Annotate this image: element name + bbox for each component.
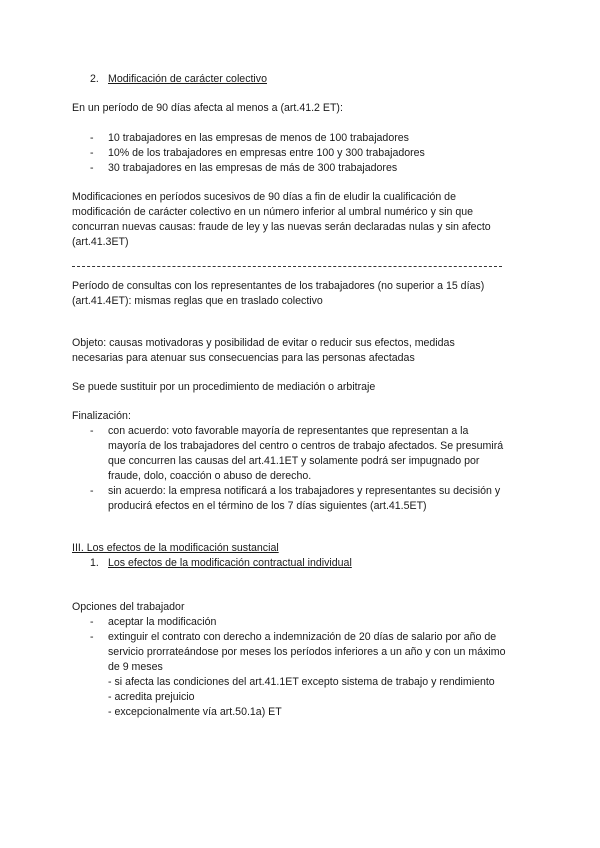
- paragraph-line: Período de consultas con los representantes de los trabajadores (no superior a 15 días): [72, 280, 485, 292]
- list-item-line: producirá efectos en el término de los 7 días siguientes (art.41.5ET): [108, 500, 427, 512]
- list-item: aceptar la modificación: [108, 616, 217, 628]
- subsection-heading: Los efectos de la modificación contractual individual: [108, 557, 352, 569]
- paragraph-line: concurran nuevas causas: fraude de ley y las nuevas serán declaradas nulas y sin afecto: [72, 221, 491, 233]
- section-number: 2.: [90, 73, 99, 85]
- opciones-label: Opciones del trabajador: [72, 601, 185, 613]
- list-item-line: servicio prorrateándose por meses los períodos inferiores a un año y con un máximo: [108, 646, 506, 658]
- list-dash: -: [90, 631, 94, 643]
- section-heading: III. Los efectos de la modificación sustancial: [72, 542, 279, 554]
- intro-text: En un período de 90 días afecta al menos a (art.41.2 ET):: [72, 102, 343, 114]
- separator-line: [72, 266, 502, 267]
- list-item: con acuerdo: voto favorable mayoría de representantes que representan a la: [108, 425, 469, 437]
- list-dash: -: [90, 425, 94, 437]
- list-dash: -: [90, 616, 94, 628]
- list-dash: -: [90, 132, 94, 144]
- list-item: sin acuerdo: la empresa notificará a los trabajadores y representantes su decisión y: [108, 485, 501, 497]
- paragraph-line: (art.41.4ET): mismas reglas que en traslado colectivo: [72, 295, 323, 307]
- list-item: 10% de los trabajadores en empresas entre 100 y 300 trabajadores: [108, 147, 425, 159]
- sub-option: - si afecta las condiciones del art.41.1ET excepto sistema de trabajo y rendimiento: [108, 676, 495, 688]
- subsection-number: 1.: [90, 557, 99, 569]
- paragraph-line: Modificaciones en períodos sucesivos de 90 días a fin de eludir la cualificación de: [72, 191, 456, 203]
- list-dash: -: [90, 485, 94, 497]
- finalizacion-label: Finalización:: [72, 410, 131, 422]
- list-item-line: de 9 meses: [108, 661, 163, 673]
- list-item-line: fraude, dolo, coacción o abuso de derecho.: [108, 470, 312, 482]
- section-heading: Modificación de carácter colectivo: [108, 73, 267, 85]
- paragraph-line: Se puede sustituir por un procedimiento de mediación o arbitraje: [72, 381, 376, 393]
- list-item-line: mayoría de los trabajadores del centro o centros de trabajo afectados. Se presumirá: [108, 440, 504, 452]
- sub-option: - excepcionalmente vía art.50.1a) ET: [108, 706, 282, 718]
- paragraph-line: necesarias para atenuar sus consecuencias para las personas afectadas: [72, 352, 415, 364]
- paragraph-line: Objeto: causas motivadoras y posibilidad de evitar o reducir sus efectos, medidas: [72, 337, 455, 349]
- list-item-line: que concurren las causas del art.41.1ET y solamente podrá ser impugnado por: [108, 455, 480, 467]
- list-dash: -: [90, 162, 94, 174]
- paragraph-line: (art.41.3ET): [72, 236, 129, 248]
- list-item: 30 trabajadores en las empresas de más de 300 trabajadores: [108, 162, 398, 174]
- list-item: 10 trabajadores en las empresas de menos de 100 trabajadores: [108, 132, 409, 144]
- sub-option: - acredita prejuicio: [108, 691, 195, 703]
- list-item: extinguir el contrato con derecho a indemnización de 20 días de salario por año de: [108, 631, 497, 643]
- list-dash: -: [90, 147, 94, 159]
- paragraph-line: modificación de carácter colectivo en un número inferior al umbral numérico y sin que: [72, 206, 473, 218]
